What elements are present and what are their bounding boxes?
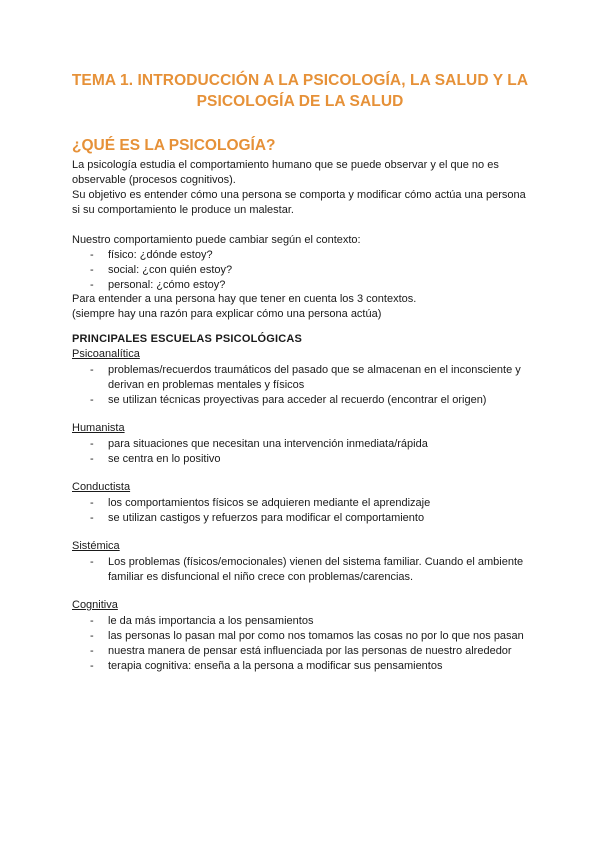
dash-marker: - [90,394,94,406]
dash-marker: - [90,264,94,276]
list-item: - se utilizan castigos y refuerzos para modificar el comportamiento [90,512,425,524]
dash-marker: - [90,512,94,524]
list-item: - Los problemas (físicos/emocionales) vienen del sistema familiar. Cuando el ambiente familiar es disfuncional el niño crece con problemas/carencias. [90,556,524,583]
document-title: TEMA 1. INTRODUCCIÓN A LA PSICOLOGÍA, LA SALUD Y LA PSICOLOGÍA DE LA SALUD [71,72,529,110]
dash-marker: - [90,438,94,450]
list-item: - le da más importancia a los pensamientos [90,615,314,627]
dash-marker: - [90,453,94,465]
school-list-sistemica [72,555,532,585]
list-item: - social: ¿con quién estoy? [90,264,233,276]
school-list-humanista [72,437,532,467]
school-list-cognitiva [72,614,532,674]
conclusion-2: (siempre hay una razón para explicar cómo una persona actúa) [72,308,382,320]
school-list-conductista [72,496,532,526]
dash-marker: - [90,497,94,509]
school-title-cognitiva: Cognitiva [72,599,118,611]
dash-marker: - [90,364,94,376]
list-item: - problemas/recuerdos traumáticos del pasado que se almacenan en el inconsciente y derivan en problemas mentales y físicos [90,364,521,391]
section-heading-que-es: ¿QUÉ ES LA PSICOLOGÍA? [72,137,276,154]
school-title-sistemica: Sistémica [72,540,120,552]
school-title-psicoanalitica: Psicoanalítica [72,348,140,360]
school-list-psicoanalitica [72,363,532,408]
context-intro: Nuestro comportamiento puede cambiar según el contexto: [72,234,361,246]
conclusion-1: Para entender a una persona hay que tener en cuenta los 3 contextos. [72,293,417,305]
intro-paragraph-1: La psicología estudia el comportamiento humano que se puede observar y el que no es observable (procesos cognitivos). [72,159,499,186]
dash-marker: - [90,660,94,672]
dash-marker: - [90,249,94,261]
dash-marker: - [90,279,94,291]
list-item: - físico: ¿dónde estoy? [90,249,213,261]
dash-marker: - [90,556,94,568]
dash-marker: - [90,630,94,642]
list-item: - los comportamientos físicos se adquieren mediante el aprendizaje [90,497,431,509]
list-item: - se utilizan técnicas proyectivas para acceder al recuerdo (encontrar el origen) [90,394,487,406]
list-item: - para situaciones que necesitan una intervención inmediata/rápida [90,438,428,450]
list-item: - nuestra manera de pensar está influenciada por las personas de nuestro alrededor [90,645,512,657]
context-list [72,248,532,293]
school-title-humanista: Humanista [72,422,125,434]
list-item: - terapia cognitiva: enseña a la persona a modificar sus pensamientos [90,660,443,672]
dash-marker: - [90,615,94,627]
school-title-conductista: Conductista [72,481,131,493]
intro-paragraph-2: Su objetivo es entender cómo una persona se comporta y modificar cómo actúa una persona si su comportamiento le produce un malestar. [72,189,526,216]
list-item: - personal: ¿cómo estoy? [90,279,226,291]
dash-marker: - [90,645,94,657]
list-item: - se centra en lo positivo [90,453,221,465]
section-heading-escuelas: PRINCIPALES ESCUELAS PSICOLÓGICAS [72,333,303,345]
list-item: - las personas lo pasan mal por como nos tomamos las cosas no por lo que nos pasan [90,630,524,642]
